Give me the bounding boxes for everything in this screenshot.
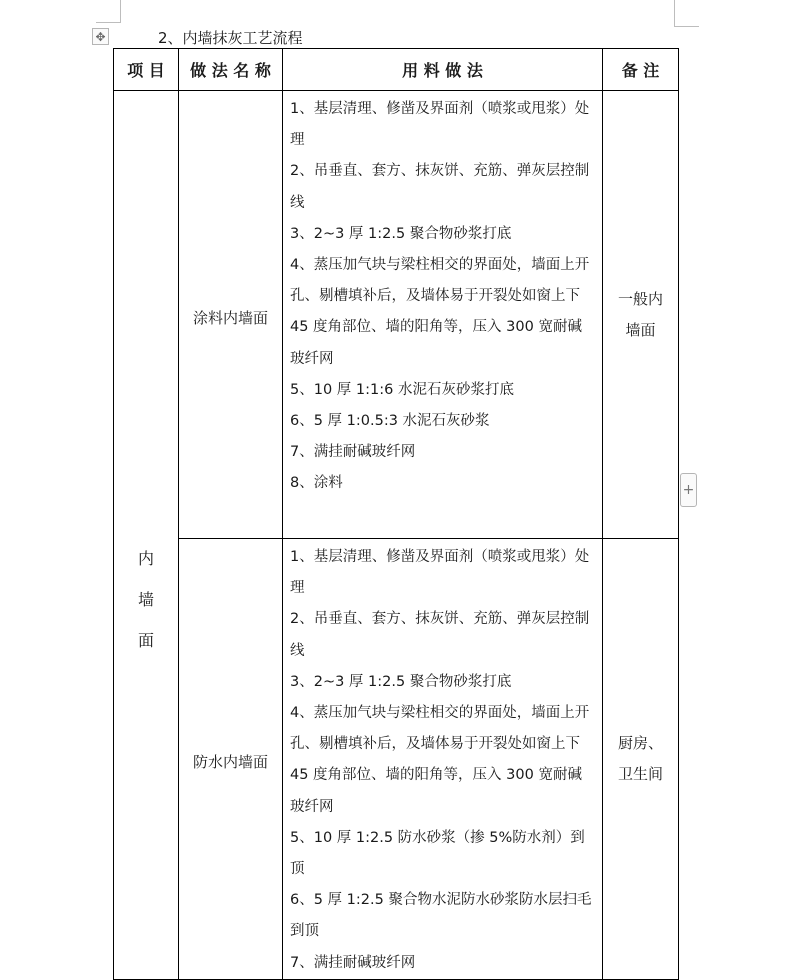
step-text: 6、5 厚 1:2.5 聚合物水泥防水砂浆防水层扫毛到顶 bbox=[290, 892, 592, 940]
note-cell: 一般内墙面 bbox=[603, 91, 679, 539]
item-char: 内 bbox=[137, 549, 154, 569]
plus-icon: + bbox=[682, 482, 695, 498]
step-text: 2、吊垂直、套方、抹灰饼、充筋、弹灰层控制线 bbox=[290, 163, 590, 211]
table-row bbox=[114, 91, 679, 539]
step-text: 5、10 厚 1:2.5 防水砂浆（掺 5%防水剂）到顶 bbox=[290, 829, 585, 878]
col-header-notes: 备 注 bbox=[603, 49, 679, 91]
crop-mark-right-vertical bbox=[674, 0, 675, 26]
step-text: 1、基层清理、修凿及界面剂（喷浆或甩浆）处理 bbox=[290, 549, 590, 597]
method-name-cell: 防水内墙面 bbox=[179, 539, 283, 980]
materials-cell bbox=[283, 91, 603, 539]
step-text: 3、2~3 厚 1:2.5 聚合物砂浆打底 bbox=[290, 673, 512, 690]
step-text: 1、基层清理、修凿及界面剂（喷浆或甩浆）处理 bbox=[290, 101, 590, 149]
crop-mark-right-horizontal bbox=[674, 26, 699, 27]
method-name-cell: 涂料内墙面 bbox=[179, 91, 283, 539]
col-header-item: 项 目 bbox=[114, 49, 179, 91]
step-text: 4、蒸压加气块与梁柱相交的界面处，墙面上开孔、剔槽填补后，及墙体易于开裂处如窗上下 45 度角部位、墙的阳角等，压入 300 宽耐碱玻纤网 bbox=[290, 257, 590, 367]
move-arrows-icon: ✥ bbox=[95, 29, 106, 44]
materials-cell bbox=[283, 539, 603, 980]
item-cell bbox=[114, 91, 179, 980]
table-row bbox=[114, 539, 679, 980]
step-text: 5、10 厚 1:1:6 水泥石灰砂浆打底 bbox=[290, 381, 514, 398]
step-text: 2、吊垂直、套方、抹灰饼、充筋、弹灰层控制线 bbox=[290, 611, 590, 659]
table-header-row bbox=[114, 49, 679, 91]
crop-mark-left-vertical bbox=[120, 0, 121, 22]
section-heading: 2、内墙抹灰工艺流程 bbox=[158, 29, 303, 47]
item-char: 墙 bbox=[137, 590, 154, 610]
table-move-handle[interactable] bbox=[92, 28, 109, 45]
step-text: 7、满挂耐碱玻纤网 bbox=[290, 444, 416, 461]
step-text: 7、满挂耐碱玻纤网 bbox=[290, 954, 416, 971]
col-header-materials: 用 料 做 法 bbox=[283, 49, 603, 91]
note-cell: 厨房、卫生间 bbox=[603, 539, 679, 980]
step-text: 6、5 厚 1:0.5:3 水泥石灰砂浆 bbox=[290, 413, 490, 430]
process-table bbox=[113, 48, 679, 980]
add-row-button[interactable] bbox=[680, 473, 697, 507]
step-text: 8、涂料 bbox=[290, 475, 343, 492]
step-text: 4、蒸压加气块与梁柱相交的界面处，墙面上开孔、剔槽填补后，及墙体易于开裂处如窗上下 45 度角部位、墙的阳角等，压入 300 宽耐碱玻纤网 bbox=[290, 705, 590, 815]
col-header-method-name: 做 法 名 称 bbox=[179, 49, 283, 91]
step-text: 3、2~3 厚 1:2.5 聚合物砂浆打底 bbox=[290, 225, 512, 242]
item-char: 面 bbox=[137, 631, 154, 651]
crop-mark-left-horizontal bbox=[96, 22, 121, 23]
